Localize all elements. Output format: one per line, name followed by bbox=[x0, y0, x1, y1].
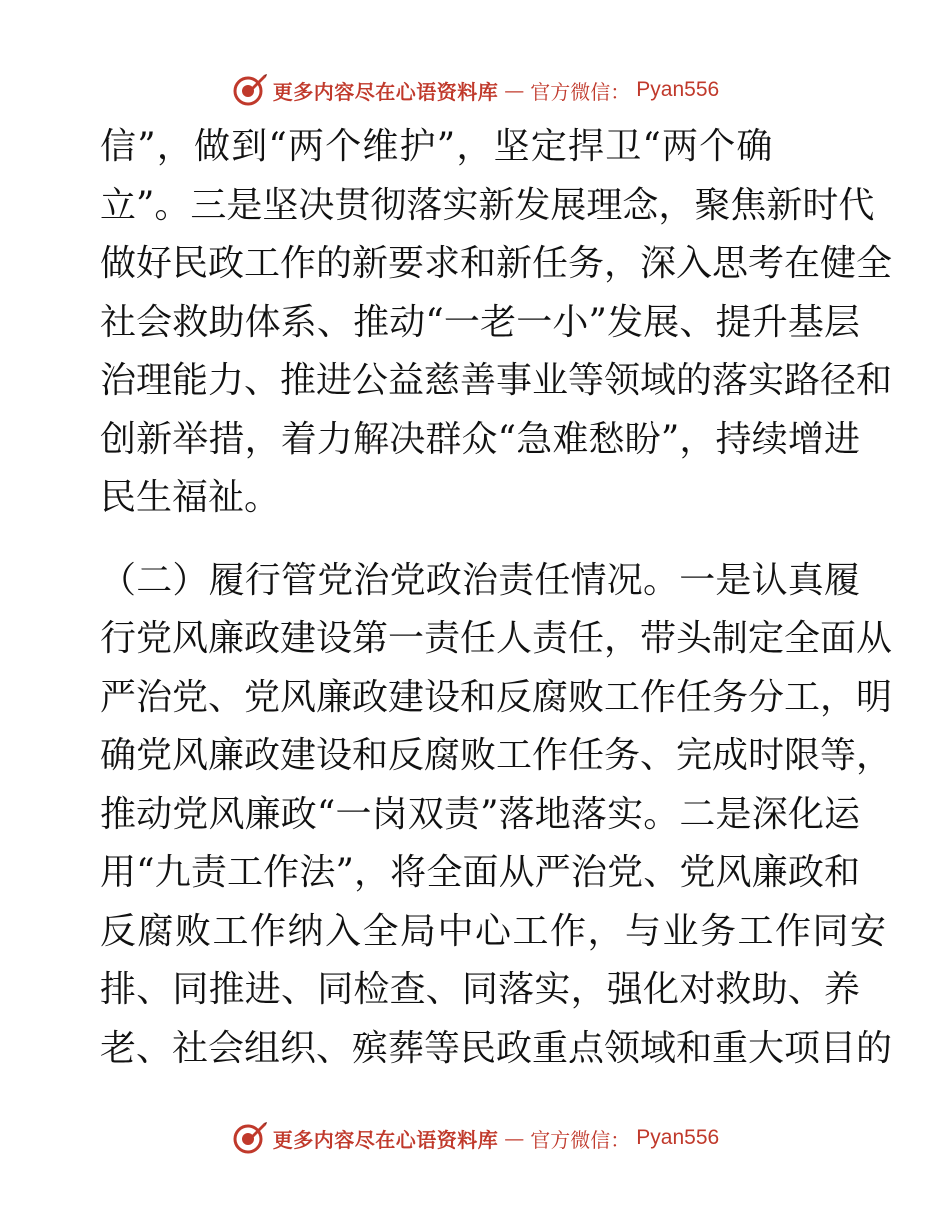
document-body bbox=[100, 118, 893, 1078]
text-line: 社会救助体系、推动“一老一小”发展、提升基层 bbox=[100, 301, 860, 343]
text-line: 反腐败工作纳入全局中心工作，与业务工作同安 bbox=[100, 910, 888, 952]
paragraph-2 bbox=[100, 552, 893, 1079]
watermark-separator: — bbox=[504, 78, 525, 102]
watermark-wechat-id: Pyan556 bbox=[636, 1126, 720, 1149]
watermark-separator: — bbox=[504, 1126, 525, 1150]
footer-watermark bbox=[0, 1118, 950, 1158]
text-line: 治理能力、推进公益慈善事业等领域的落实路径和 bbox=[100, 360, 893, 401]
text-line: 做好民政工作的新要求和新任务，深入思考在健全 bbox=[100, 243, 893, 284]
text-line: 用“九责工作法”，将全面从严治党、党风廉政和 bbox=[100, 852, 860, 893]
watermark-wechat-id: Pyan556 bbox=[636, 78, 720, 101]
text-line: 推动党风廉政“一岗双责”落地落实。二是深化运 bbox=[100, 793, 860, 835]
text-line: 信”，做到“两个维护”，坚定捍卫“两个确 bbox=[100, 126, 774, 167]
watermark-official-label: 官方微信： bbox=[530, 1127, 631, 1152]
text-line: 老、社会组织、殡葬等民政重点领域和重大项目的 bbox=[100, 1027, 893, 1069]
brand-logo-icon bbox=[231, 72, 267, 108]
text-line: 立”。三是坚决贯彻落实新发展理念，聚焦新时代 bbox=[100, 184, 875, 226]
text-line: 排、同推进、同检查、同落实，强化对救助、养 bbox=[100, 969, 860, 1010]
header-watermark bbox=[0, 70, 950, 110]
text-line: 行党风廉政建设第一责任人责任，带头制定全面从 bbox=[100, 618, 893, 659]
watermark-brand-name: 更多内容尽在心语资料库 bbox=[272, 1127, 499, 1152]
paragraph-1 bbox=[100, 118, 893, 528]
text-line: 创新举措，着力解决群众“急难愁盼”，持续增进 bbox=[100, 418, 860, 460]
text-line: 民生福祉。 bbox=[100, 477, 281, 518]
watermark-brand-name: 更多内容尽在心语资料库 bbox=[272, 79, 499, 104]
brand-logo-icon bbox=[231, 1120, 267, 1156]
text-line: 确党风廉政建设和反腐败工作任务、完成时限等， bbox=[100, 735, 893, 776]
text-line: （二）履行管党治党政治责任情况。一是认真履 bbox=[100, 559, 860, 601]
watermark-official-label: 官方微信： bbox=[530, 79, 631, 104]
text-line: 严治党、党风廉政建设和反腐败工作任务分工，明 bbox=[100, 676, 893, 718]
